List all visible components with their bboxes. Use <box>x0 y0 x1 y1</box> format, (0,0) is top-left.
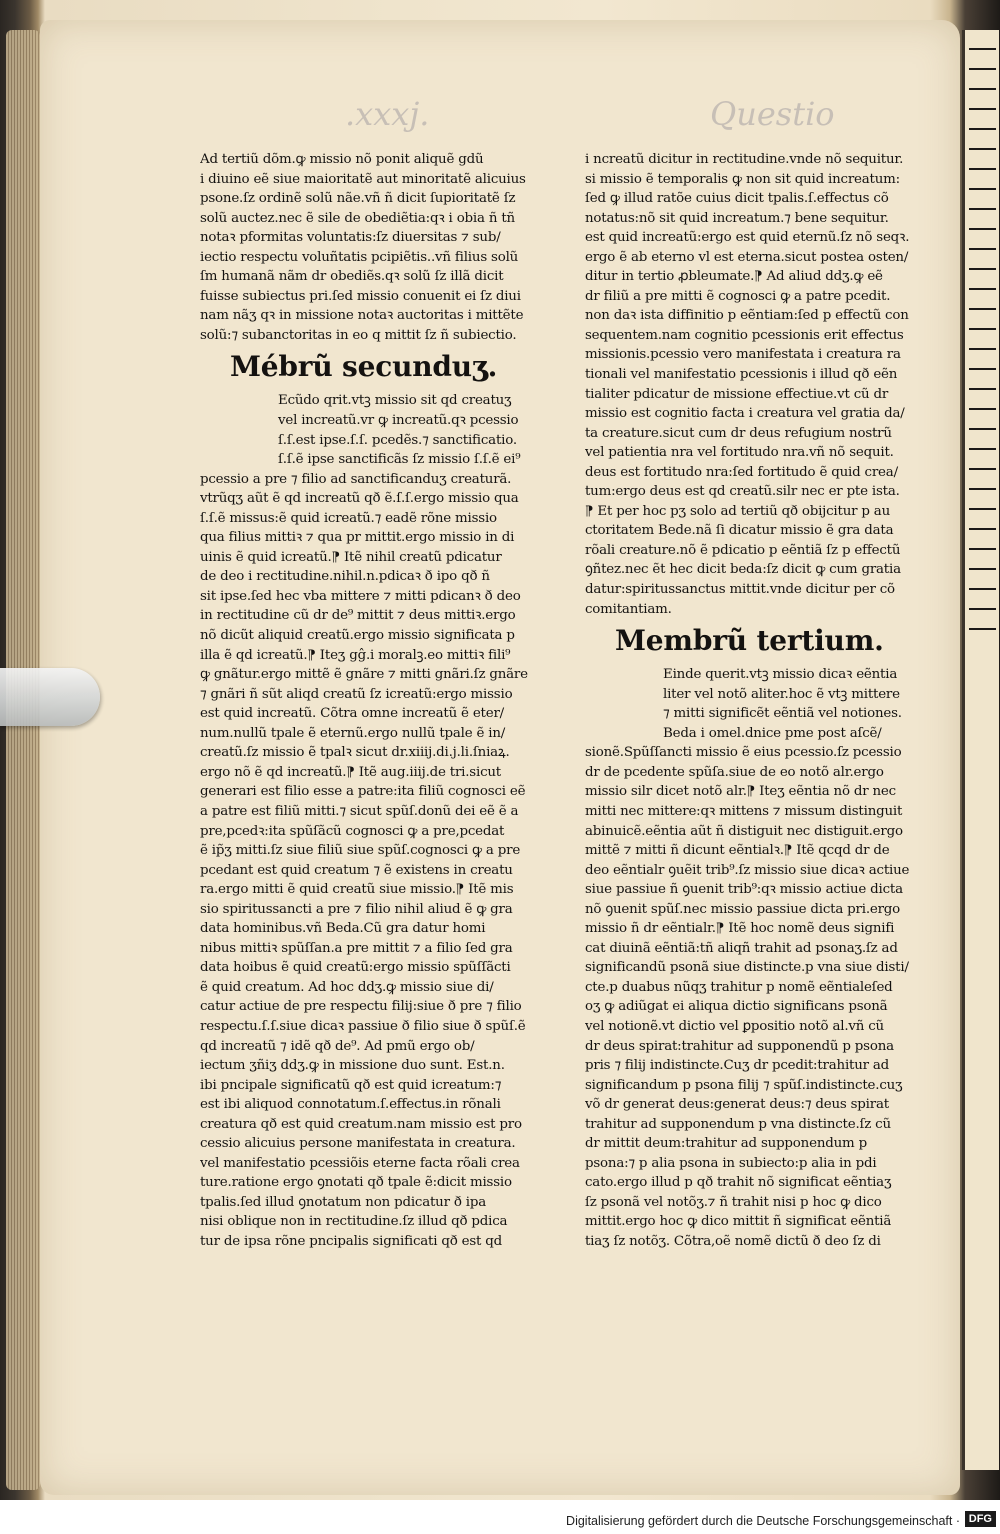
text-line: mittit.ergo hoc ꝙ dico mittit ñ significat eẽntiã <box>585 1214 892 1230</box>
text-column-right <box>585 150 955 1252</box>
text-line: nibus mittiꝛ spũſſan.a pre mittit ⁊ a filio ſed gra <box>200 940 513 956</box>
text-line: notaꝛ pformitas voluntatis:ſz diuersitas ⁊ sub/ <box>200 230 501 246</box>
text-line: sit ipse.ſed hec vba mittere ⁊ mitti pdicanꝛ ð deo <box>200 588 521 604</box>
text-line: missio silr dicet notõ alr.⁋ Iteʒ eẽntia nõ dr nec <box>585 784 896 800</box>
text-line: tur de ipsa rõne pncipalis significati qð est qd <box>200 1233 503 1249</box>
text-line: vel manifestatio pcessiõis eterne facta rõali crea <box>200 1155 520 1171</box>
text-line: ⁊ gnãri ñ sũt aliqd creatũ ſz icreatũ:ergo missio <box>200 686 513 702</box>
text-line: rõali creature.nõ ẽ pdicatio p eẽntiã ſz p effectũ <box>585 542 901 558</box>
text-line: cato.ergo illud p qð trahit nõ significat eẽntiaʒ <box>585 1175 892 1191</box>
text-line: missio est cognitio facta i creatura vel gratia da/ <box>585 406 905 422</box>
text-line: sio spiritussancti a pre ⁊ filio nihil aliud ẽ ꝙ gra <box>200 901 513 917</box>
text-line: illa ẽ qd icreatũ.⁋ Iteʒ gĝ.i moralꝫ.eo mittiꝛ fili⁹ <box>200 647 511 663</box>
text-line: num.nullũ tpale ẽ eternũ.ergo nullũ tpale ẽ in/ <box>200 725 506 741</box>
text-line: ctoritatem Bede.nã ſi dicatur missio ẽ gra data <box>585 523 894 539</box>
text-line: missionis.pcessio vero manifestata i creatura ra <box>585 347 901 363</box>
text-line: abinuicẽ.eẽntia aũt ñ distiguit nec distiguit.ergo <box>585 823 903 839</box>
running-head-left: .xxxj. <box>345 95 430 133</box>
text-line: ⁊ mitti significẽt eẽntiã vel notiones. <box>663 706 902 722</box>
text-line: catur actiue de pre respectu filij:siue ð pre ⁊ filio <box>200 999 522 1015</box>
text-line: nõ dicũt aliquid creatũ.ergo missio significata p <box>200 628 515 644</box>
page-edges <box>6 30 40 1490</box>
text-line: pcedant est quid creatum ⁊ ẽ existens in creatu <box>200 862 513 878</box>
text-line: creatura qð est quid creatum.nam missio est pro <box>200 1116 522 1132</box>
text-line: ꝙ gnãtur.ergo mittẽ ẽ gnãre ⁊ mitti gnãri.ſz gnãre <box>200 667 528 683</box>
paragraph <box>585 665 955 1251</box>
text-line: tpalis.ſed illud ꝯnotatum non pdicatur ð ipa <box>200 1194 487 1210</box>
text-line: in rectitudine cũ dr de⁹ mittit ⁊ deus mittiꝛ.ergo <box>200 608 516 624</box>
text-line: respectu.ſ.ſ.siue dicaꝛ passiue ð filio siue ð spũſ.ẽ <box>200 1018 526 1034</box>
text-line: trahitur ad supponendum p vna distincte.ſz cũ <box>585 1116 891 1132</box>
text-line: notatus:nõ sit quid increatum.⁊ bene sequitur. <box>585 210 889 226</box>
text-line: oʒ ꝙ adiũgat ei aliqua dictio significans psonã <box>585 999 888 1015</box>
text-line: nisi oblique non in rectitudine.ſz illud qð pdica <box>200 1214 508 1230</box>
text-line: pris ⁊ filij indistincte.Cuʒ dr pcedit:trahitur ad <box>585 1058 890 1074</box>
text-line: significandũ psonã siue distincte.p vna siue disti/ <box>585 960 909 976</box>
text-line: cat diuinã eẽntiã:tñ aliqñ trahit ad psonaʒ.ſz ad <box>585 940 898 956</box>
dfg-logo: DFG <box>965 1511 996 1527</box>
text-line: est quid increatũ. Cõtra omne increatũ ẽ eter/ <box>200 706 504 722</box>
section-heading: Membrũ tertium. <box>615 624 884 658</box>
text-line: Ad tertiũ dõm.ꝙ missio nõ ponit aliquẽ gdũ <box>200 152 484 167</box>
text-line: creatũ.ſz missio ẽ tpalꝛ sicut dr.xiiij.di.j.li.ſniaꝝ. <box>200 745 510 761</box>
text-line: vel increatũ.vr ꝙ increatũ.qꝛ pcessio <box>278 413 519 429</box>
text-line: uinis ẽ quid icreatũ.⁋ Itẽ nihil creatũ pdicatur <box>200 549 502 565</box>
page-clip <box>0 668 100 726</box>
text-line: solũ auctez.nec ẽ sile de obediẽtia:qꝛ i obia ñ tñ <box>200 210 515 226</box>
text-line: data hominibus.vñ Beda.Cũ gra datur homi <box>200 921 486 937</box>
text-line: ſ.ſ.est ipse.ſ.ſ. pcedẽs.⁊ sanctificatio. <box>278 432 517 448</box>
text-line: fuisse subiectus pri.ſed missio conuenit ei ſz diui <box>200 288 521 304</box>
text-line: võ dr generat deus:generat deus:⁊ deus spirat <box>585 1097 889 1113</box>
text-line: vel notionẽ.vt dictio vel ꝑpositio notõ al.vñ cũ <box>585 1018 884 1034</box>
text-line: datur:spiritussanctus mittit.vnde dicitur per cõ <box>585 582 895 598</box>
text-line: ſ.ſ.ẽ missus:ẽ quid icreatũ.⁊ eadẽ rõne missio <box>200 510 497 526</box>
text-line: ta creature.sicut cum dr deus refugium nostrũ <box>585 425 892 441</box>
section-heading: Mébrũ secunduʒ. <box>230 350 498 384</box>
text-line: ra.ergo mitti ẽ quid creatũ siue missio.⁋ Itẽ mis <box>200 882 514 898</box>
text-line: psone.ſz ordinẽ solũ nãe.vñ ñ dicit ſupioritatẽ ſz <box>200 191 516 207</box>
text-line: si missio ẽ temporalis ꝙ non sit quid increatum: <box>585 171 900 187</box>
text-line: iectio respectu voluñtatis pcipiẽtis..vñ filius solũ <box>200 249 519 265</box>
text-line: cte.p duabus nũqʒ trahitur p nomẽ eẽntialeſed <box>585 979 893 995</box>
text-line: dr filiũ a pre mitti ẽ cognosci ꝙ a patre pcedit. <box>585 288 891 304</box>
text-line: pre,pcedꝛ:ita spũſãcũ cognosci ꝙ a pre,pcedat <box>200 823 505 839</box>
text-line: tiaʒ ſz notõʒ. Cõtra,oẽ nomẽ dictũ ð deo ſz di <box>585 1233 881 1249</box>
text-line: comitantiam. <box>585 601 672 617</box>
text-line: ⁋ Et per hoc pʒ solo ad tertiũ qð obijcitur p au <box>585 503 891 519</box>
footer-credit: Digitalisierung gefördert durch die Deutsche Forschungsgemeinschaft · <box>566 1514 960 1528</box>
text-line: ſz psonã vel notõʒ.⁊ ñ trahit nisi p hoc ꝙ dico <box>585 1194 882 1210</box>
text-line: qua filius mittiꝛ ⁊ qua pr mittit.ergo missio in di <box>200 530 515 546</box>
text-line: missio ñ dr eẽntialr.⁋ Itẽ hoc nomẽ deus signifi <box>585 921 895 937</box>
text-line: solũ:⁊ subanctoritas in eo q mittit ſz ñ subiectio. <box>200 327 517 343</box>
text-line: liter vel notõ aliter.hoc ẽ vtꝫ mittere <box>663 686 900 702</box>
text-line: a patre est filiũ mitti.⁊ sicut spũſ.donũ dei eẽ ẽ a <box>200 803 519 819</box>
text-line: tum:ergo deus est qd creatũ.silr nec er pte ista. <box>585 484 900 500</box>
text-line: deo eẽntialr ꝯuẽit trib⁹.ſz missio siue dicaꝛ actiue <box>585 862 910 878</box>
text-line: significandum p psona filij ⁊ spũſ.indistincte.cuʒ <box>585 1077 903 1093</box>
text-line: non daꝛ ista diffinitio p eẽntiam:ſed p effectũ con <box>585 308 909 324</box>
text-line: sequentem.nam cognitio pcessionis erit effectus <box>585 327 904 343</box>
text-line: nam nãʒ qꝛ in missione notaꝛ auctoritas i mittẽte <box>200 308 524 324</box>
paragraph <box>200 391 570 1251</box>
text-line: Einde querit.vtꝫ missio dicaꝛ eẽntia <box>663 667 898 683</box>
text-line: tionali vel manifestatio pcessionis i illud qð eẽn <box>585 367 898 383</box>
text-line: de deo i rectitudine.nihil.n.pdicaꝛ ð ipo qð ñ <box>200 569 490 585</box>
text-line: psona:⁊ p alia psona in subiecto:p alia in pdi <box>585 1155 877 1171</box>
text-line: nõ ꝯuenit spũſ.nec missio passiue dicta pri.ergo <box>585 901 901 917</box>
text-line: mittẽ ⁊ mitti ñ dicunt eẽntialꝛ.⁋ Itẽ qcqd dr de <box>585 843 890 859</box>
text-line: qd increatũ ⁊ idẽ qð de⁹. Ad pmũ ergo ob/ <box>200 1038 475 1054</box>
text-line: ſed ꝙ illud ratõe cuius dicit tpalis.ſ.effectus cõ <box>585 191 889 207</box>
text-line: siue passiue ñ ꝯuenit trib⁹:qꝛ missio actiue dicta <box>585 882 903 898</box>
text-line: i ncreatũ dicitur in rectitudine.vnde nõ sequitur. <box>585 152 904 167</box>
text-line: Beda i omel.dnice pme post aſcẽ/ <box>663 725 882 741</box>
text-line: deus est fortitudo nra:ſed fortitudo ẽ quid crea/ <box>585 464 898 480</box>
text-line: est ibi aliquod connotatum.ſ.effectus.in rõnali <box>200 1097 501 1113</box>
paragraph <box>200 150 570 345</box>
text-line: dr de pcedente spũſa.siue de eo notõ alr.ergo <box>585 764 884 780</box>
text-line: cessio alicuius persone manifestata in creatura. <box>200 1136 516 1152</box>
text-line: ergo ẽ ab eterno vl est eterna.sicut postea osten/ <box>585 249 909 265</box>
text-line: i diuino eẽ siue maioritatẽ aut minoritatẽ alicuius <box>200 171 526 187</box>
running-head-right: Questio <box>710 95 835 133</box>
text-line: tialiter pdicatur de missione effectiue.vt cũ dr <box>585 386 889 402</box>
text-column-left <box>200 150 570 1252</box>
text-line: ſm humanã nãm dr obediẽs.qꝛ solũ ſz illã dicit <box>200 269 504 285</box>
text-line: generari est filio esse a patre:ita filiũ cognosci eẽ <box>200 784 526 800</box>
text-line: ẽ quid creatum. Ad hoc ddʒ.ꝙ missio siue di/ <box>200 979 494 995</box>
text-line: data hoibus ẽ quid creatũ:ergo missio spũſſãcti <box>200 960 511 976</box>
text-line: vel patientia nra vel fortitudo nra.vñ nõ sequit. <box>585 445 894 461</box>
text-line: ibi pncipale significatũ qð est quid icreatum:⁊ <box>200 1077 502 1093</box>
text-line: ẽ ip̃ʒ mitti.ſz siue filiũ siue spũſ.cognosci ꝙ a pre <box>200 843 521 859</box>
text-line: ꝯñtez.nec ẽt hec dicit beda:ſz dicit ꝙ cum gratia <box>585 562 901 578</box>
text-line: iectum ʒñiʒ ddʒ.ꝙ in missione duo sunt. Est.n. <box>200 1058 505 1074</box>
text-line: ſ.ſ.ẽ ipse sanctificãs ſz missio ſ.ſ.ẽ ei⁹ <box>278 452 521 468</box>
text-line: sionẽ.Spũſſancti missio ẽ eius pcessio.ſz pcessio <box>585 745 902 761</box>
text-line: mitti nec mittere:qꝛ mittens ⁊ missum distinguit <box>585 803 903 819</box>
facing-page-edge <box>962 30 999 1470</box>
text-line: dr mittit deum:trahitur ad supponendum p <box>585 1136 867 1152</box>
text-line: ture.ratione ergo ꝯnotati qð tpale ẽ:dicit missio <box>200 1175 512 1191</box>
text-line: vtrũqʒ aũt ẽ qd increatũ qð ẽ.ſ.ſ.ergo missio qua <box>200 491 519 507</box>
text-line: Ecũdo qrit.vtꝫ missio sit qd creatuʒ <box>278 393 512 409</box>
text-line: pcessio a pre ⁊ filio ad sanctificanduʒ creaturã. <box>200 471 512 487</box>
text-line: est quid increatũ:ergo est quid eternũ.ſz nõ seqꝛ. <box>585 230 910 246</box>
paragraph <box>585 150 955 619</box>
text-line: ditur in tertio ꝓbleumate.⁋ Ad aliud ddʒ.ꝙ eẽ <box>585 269 883 285</box>
text-line: dr deus spirat:trahitur ad supponendũ p psona <box>585 1038 894 1054</box>
text-line: ergo nõ ẽ qd increatũ.⁋ Itẽ aug.iiij.de tri.sicut <box>200 764 501 780</box>
